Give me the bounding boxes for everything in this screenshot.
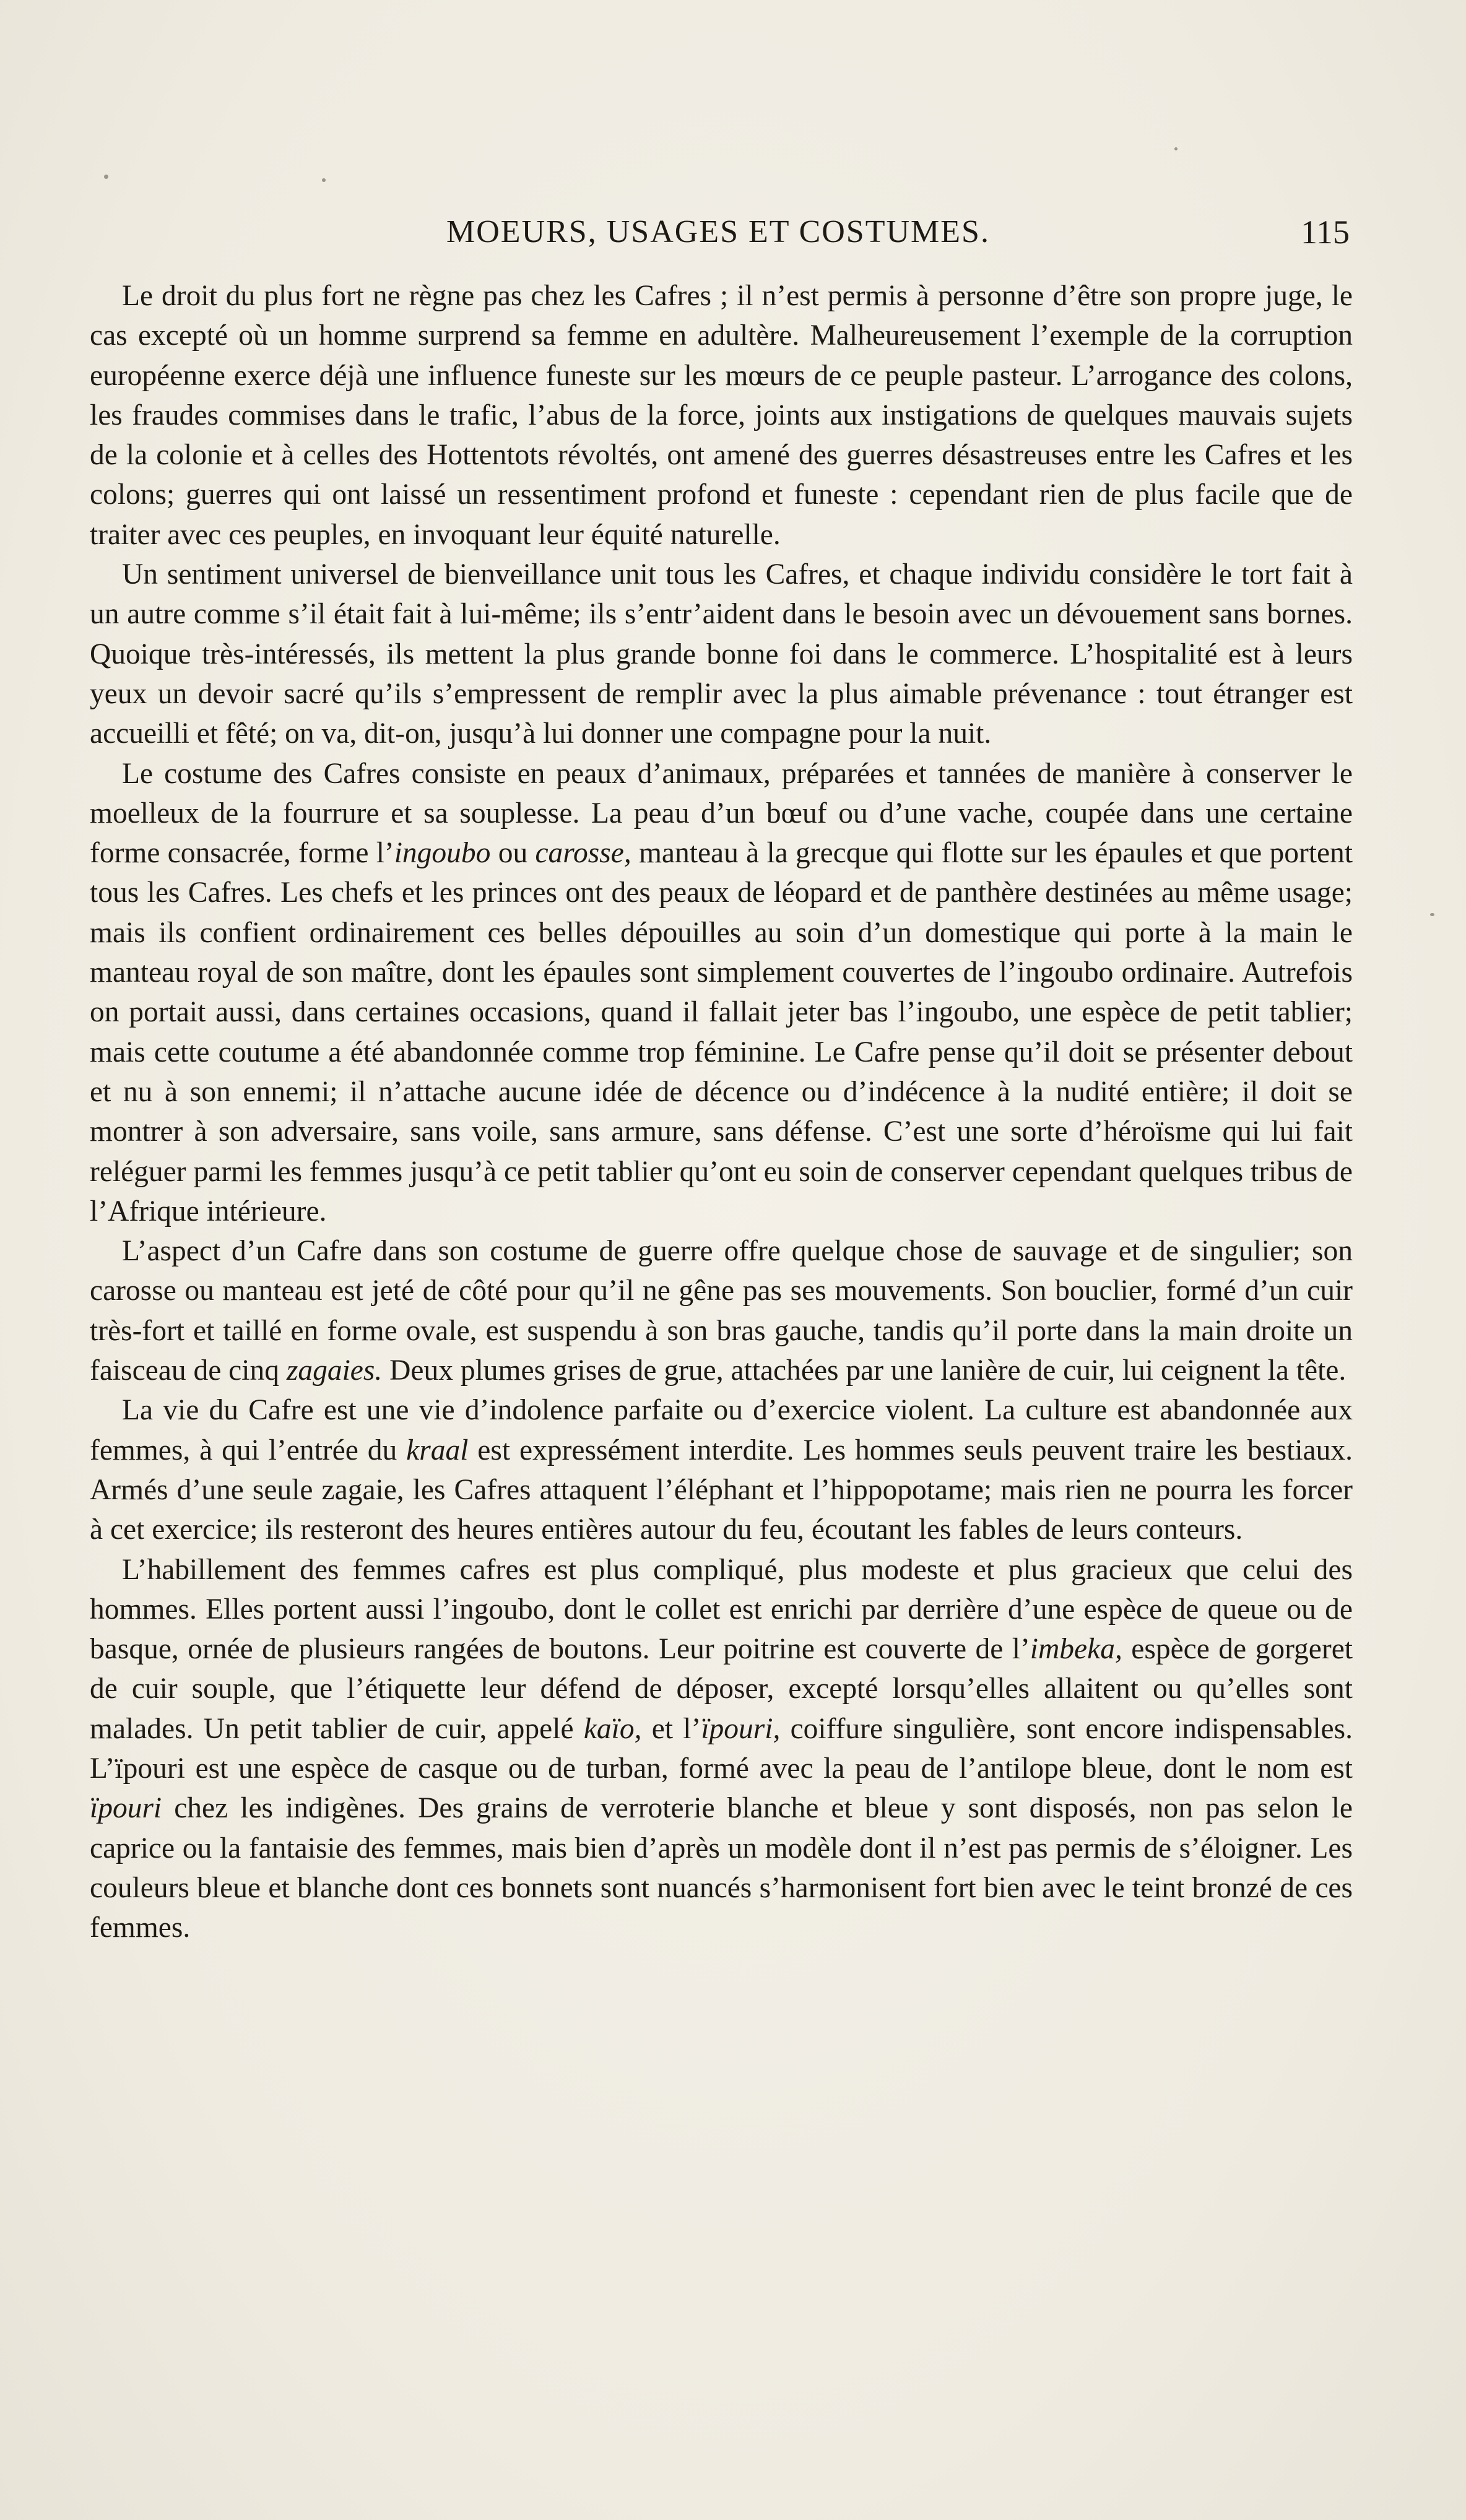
paragraph (90, 555, 1353, 753)
text-segment: Un sentiment universel de bienveillance unit tous les Cafres, et chaque individu considère le tort fait à un autre comme s’il était fait à lui-même; ils s’entr’aident dans le besoin avec un dévouement sans bornes. Quoique très-intéressés, ils mettent la plus grande bonne foi dans le commerce. L’hospitalité est à leurs yeux un devoir sacré qu’ils s’empressent de remplir avec la plus aimable prévenance : tout étranger est accueilli et fêté; on va, dit-on, jusqu’à lui donner une compagne pour la nuit. (90, 558, 1353, 750)
italic-term: imbeka, (1030, 1633, 1122, 1666)
text-segment: coiffure singulière, sont encore indispensables. L’ïpouri est une espèce de casque ou de turban, formé avec la peau de l’antilope bleue, dont le nom est (90, 1712, 1353, 1785)
text-segment: Le costume des Cafres consiste en peaux d’animaux, préparées et tannées de manière à conserver le moelleux de la fourrure et sa souplesse. La peau d’un bœuf ou d’une vache, coupée dans une certaine forme consacrée, forme l’ (90, 757, 1353, 870)
italic-term: ingoubo (394, 837, 491, 870)
text-segment: L’aspect d’un Cafre dans son costume de guerre offre quelque chose de sauvage et de singulier; son carosse ou manteau est jeté de côté pour qu’il ne gêne pas ses mouvements. Son bouclier, formé d’un cuir très-fort et taillé en forme ovale, est suspendu à son bras gauche, tandis qu’il porte dans la main droite un faisceau de cinq (90, 1235, 1353, 1387)
paragraph (90, 1390, 1353, 1549)
page-header (87, 207, 1350, 257)
text-segment: manteau à la grecque qui flotte sur les épaules et que portent tous les Cafres. Les chefs et les princes ont des peaux de léopard et de panthère destinées au même usage; mais ils confient ordinairement ces belles dépouilles au soin d’un domestique qui porte à la main le manteau royal de son maître, dont les épaules sont simplement couvertes de l’ingoubo ordinaire. Autrefois on portait aussi, dans certaines occasions, quand il fallait jeter bas l’ingoubo, une espèce de petit tablier; mais cette coutume a été abandonnée comme trop féminine. Le Cafre pense qu’il doit se présenter debout et nu à son ennemi; il n’attache aucune idée de décence ou d’indécence à la nudité entière; il doit se montrer à son adversaire, sans voile, sans armure, sans défense. C’est une sorte d’héroïsme qui lui fait reléguer parmi les femmes jusqu’à ce petit tablier qu’ont eu soin de conserver cependant quelques tribus de l’Afrique intérieure. (90, 837, 1353, 1228)
text-segment: L’habillement des femmes cafres est plus compliqué, plus modeste et plus gracieux que celui des hommes. Elles portent aussi l’ingoubo, dont le collet est enrichi par derrière d’une espèce de queue ou de basque, ornée de plusieurs rangées de boutons. Leur poitrine est couverte de l’ (90, 1553, 1353, 1666)
paper-speck (104, 175, 108, 179)
paper-speck (1174, 147, 1178, 150)
text-segment: ou (490, 837, 536, 870)
italic-term: zagaies. (286, 1354, 383, 1387)
paragraph (90, 276, 1353, 555)
running-title: MOEURS, USAGES ET COSTUMES. (446, 214, 990, 249)
paper-speck (322, 178, 326, 182)
paragraph (90, 1231, 1353, 1390)
text-segment: Le droit du plus fort ne règne pas chez les Cafres ; il n’est permis à personne d’être son propre juge, le cas excepté où un homme surprend sa femme en adultère. Malheureusement l’exemple de la corruption européenne exerce déjà une influence funeste sur les mœurs de ce peuple pasteur. L’arrogance des colons, les fraudes commises dans le trafic, l’abus de la force, joints aux instigations de quelques mauvais sujets de la colonie et à celles des Hottentots révoltés, ont amené des guerres désastreuses entre les Cafres et les colons; guerres qui ont laissé un ressentiment profond et funeste : cependant rien de plus facile que de traiter avec ces peuples, en invoquant leur équité naturelle. (90, 280, 1353, 551)
text-segment: est expressément interdite. Les hommes seuls peuvent traire les bestiaux. Armés d’une seule zagaie, les Cafres attaquent l’éléphant et l’hippopotame; mais rien ne pourra les forcer à cet exercice; ils resteront des heures entières autour du feu, écoutant les fables de leurs conteurs. (90, 1434, 1353, 1546)
text-segment: chez les indigènes. Des grains de verroterie blanche et bleue y sont disposés, non pas selon le caprice ou la fantaisie des femmes, mais bien d’après un modèle dont il n’est pas permis de s’éloigner. Les couleurs bleue et blanche dont ces bonnets sont nuancés s’harmonisent fort bien avec le teint bronzé de ces femmes. (90, 1792, 1353, 1944)
body-text (90, 276, 1353, 1947)
text-segment: La vie du Cafre est une vie d’indolence parfaite ou d’exercice violent. La culture est abandonnée aux femmes, à qui l’entrée du (90, 1394, 1353, 1466)
italic-term: ïpouri (90, 1792, 162, 1825)
paragraph (90, 754, 1353, 1232)
text-segment: Deux plumes grises de grue, attachées par une lanière de cuir, lui ceignent la tête. (382, 1354, 1347, 1387)
paragraph (90, 1550, 1353, 1948)
italic-term: ïpouri, (701, 1712, 781, 1745)
paper-speck (1430, 913, 1434, 916)
text-segment: et l’ (641, 1712, 701, 1745)
page-number: 115 (1301, 214, 1350, 251)
text-segment: espèce de gorgeret de cuir souple, que l’étiquette leur défend de déposer, excepté lorsqu’elles allaitent ou qu’elles sont malades. Un petit tablier de cuir, appelé (90, 1633, 1353, 1745)
italic-term: kraal (406, 1434, 469, 1466)
italic-term: carosse, (535, 837, 631, 870)
italic-term: kaïo, (583, 1712, 642, 1745)
